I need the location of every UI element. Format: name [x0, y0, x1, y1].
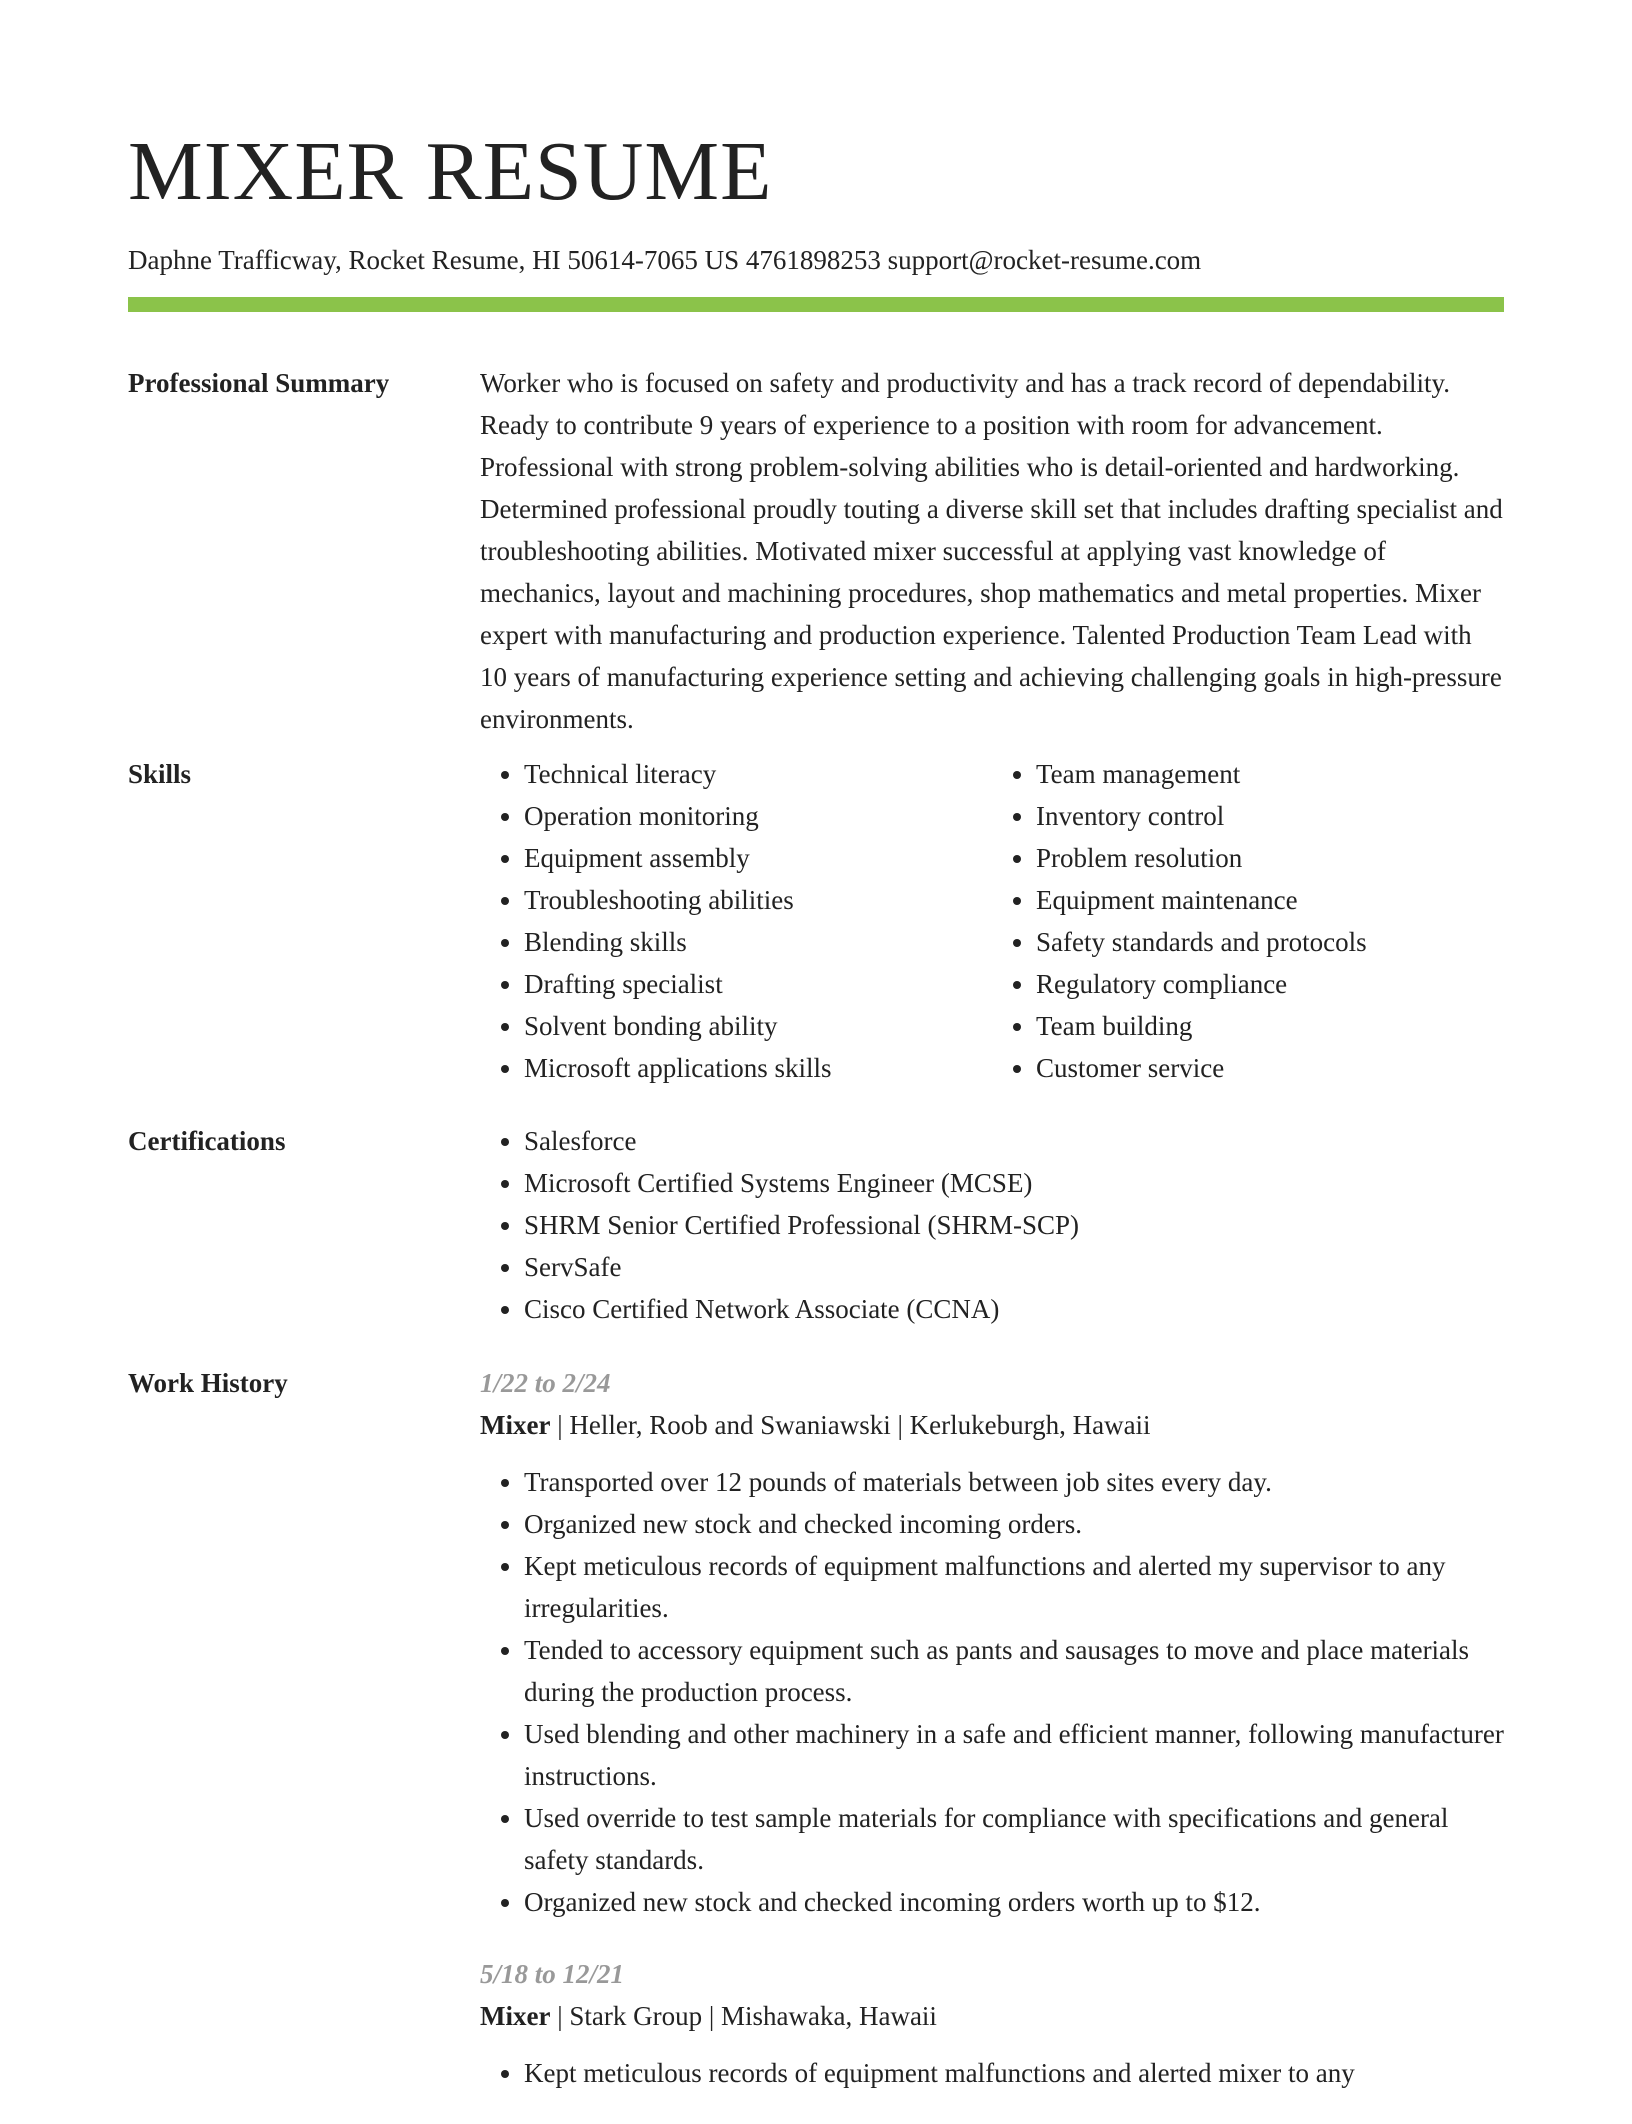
- skill-item: • Operation monitoring: [524, 795, 992, 837]
- skill-item: • Equipment maintenance: [1036, 879, 1504, 921]
- skill-item: • Regulatory compliance: [1036, 963, 1504, 1005]
- job-dates: 5/18 to 12/21: [480, 1959, 625, 1990]
- job-dates: 1/22 to 2/24: [480, 1368, 611, 1399]
- job-title: Mixer: [480, 2001, 551, 2032]
- job-heading: [480, 1404, 1504, 1446]
- job-bullet: • Kept meticulous records of equipment malfunctions and alerted my supervisor to any irregularities.: [524, 1545, 1504, 1629]
- section-heading-skills: Skills: [128, 759, 192, 790]
- job-bullet: • Tended to accessory equipment such as pants and sausages to move and place materials during the production process.: [524, 1629, 1504, 1713]
- job-entry: [480, 1362, 1504, 1923]
- skill-item: • Solvent bonding ability: [524, 1005, 992, 1047]
- certification-item: • Microsoft Certified Systems Engineer (MCSE): [524, 1162, 1504, 1204]
- skill-item: • Troubleshooting abilities: [524, 879, 992, 921]
- job-title: Mixer: [480, 1410, 551, 1441]
- skill-item: • Blending skills: [524, 921, 992, 963]
- certification-item: • ServSafe: [524, 1246, 1504, 1288]
- certifications-list: [480, 1120, 1504, 1330]
- summary-section: [128, 362, 1504, 740]
- work-history-section: [128, 1362, 1504, 2124]
- section-heading-summary: Professional Summary: [128, 368, 390, 399]
- job-bullets: [480, 2052, 1504, 2094]
- skills-section: [128, 753, 1504, 1089]
- job-bullets: [480, 1461, 1504, 1923]
- job-bullet: • Organized new stock and checked incoming orders worth up to $12.: [524, 1881, 1504, 1923]
- section-heading-certifications: Certifications: [128, 1126, 286, 1157]
- accent-divider: [128, 297, 1504, 312]
- job-entry: [480, 1953, 1504, 2094]
- skill-item: • Drafting specialist: [524, 963, 992, 1005]
- skill-item: • Equipment assembly: [524, 837, 992, 879]
- job-details: | Heller, Roob and Swaniawski | Kerlukeburgh, Hawaii: [550, 1410, 1151, 1441]
- skill-item: • Team management: [1036, 753, 1504, 795]
- skills-list-left: [480, 753, 992, 1089]
- contact-line: Daphne Trafficway, Rocket Resume, HI 50614-7065 US 4761898253 support@rocket-resume.com: [128, 245, 1202, 275]
- certification-item: • Salesforce: [524, 1120, 1504, 1162]
- skill-item: • Inventory control: [1036, 795, 1504, 837]
- section-heading-work-history: Work History: [128, 1368, 288, 1399]
- skill-item: • Safety standards and protocols: [1036, 921, 1504, 963]
- skill-item: • Microsoft applications skills: [524, 1047, 992, 1089]
- certification-item: • SHRM Senior Certified Professional (SHRM-SCP): [524, 1204, 1504, 1246]
- skill-item: • Problem resolution: [1036, 837, 1504, 879]
- skill-item: • Customer service: [1036, 1047, 1504, 1089]
- job-details: | Stark Group | Mishawaka, Hawaii: [550, 2001, 937, 2032]
- job-heading: [480, 1995, 1504, 2037]
- job-bullet: • Used blending and other machinery in a safe and efficient manner, following manufacturer instructions.: [524, 1713, 1504, 1797]
- job-bullet: • Kept meticulous records of equipment malfunctions and alerted mixer to any: [524, 2052, 1504, 2094]
- certifications-section: [128, 1120, 1504, 1330]
- certification-item: • Cisco Certified Network Associate (CCNA): [524, 1288, 1504, 1330]
- skill-item: • Technical literacy: [524, 753, 992, 795]
- skill-item: • Team building: [1036, 1005, 1504, 1047]
- summary-text: Worker who is focused on safety and productivity and has a track record of dependability. Ready to contribute 9 years of experience to a position with room for advancement. Professional with strong problem-solving abilities who is detail-oriented and hardworking. Determined professional proudly touting a diverse skill set that includes drafting specialist and troubleshooting abilities. Motivated mixer successful at applying vast knowledge of mechanics, layout and machining procedures, shop mathematics and metal properties. Mixer expert with manufacturing and production experience. Talented Production Team Lead with 10 years of manufacturing experience setting and achieving challenging goals in high-pressure environments.: [480, 368, 1503, 735]
- job-bullet: • Used override to test sample materials for compliance with specifications and general safety standards.: [524, 1797, 1504, 1881]
- job-bullet: • Transported over 12 pounds of materials between job sites every day.: [524, 1461, 1504, 1503]
- skills-list-right: [992, 753, 1504, 1089]
- resume-title: MIXER RESUME: [128, 125, 773, 218]
- job-bullet: • Organized new stock and checked incoming orders.: [524, 1503, 1504, 1545]
